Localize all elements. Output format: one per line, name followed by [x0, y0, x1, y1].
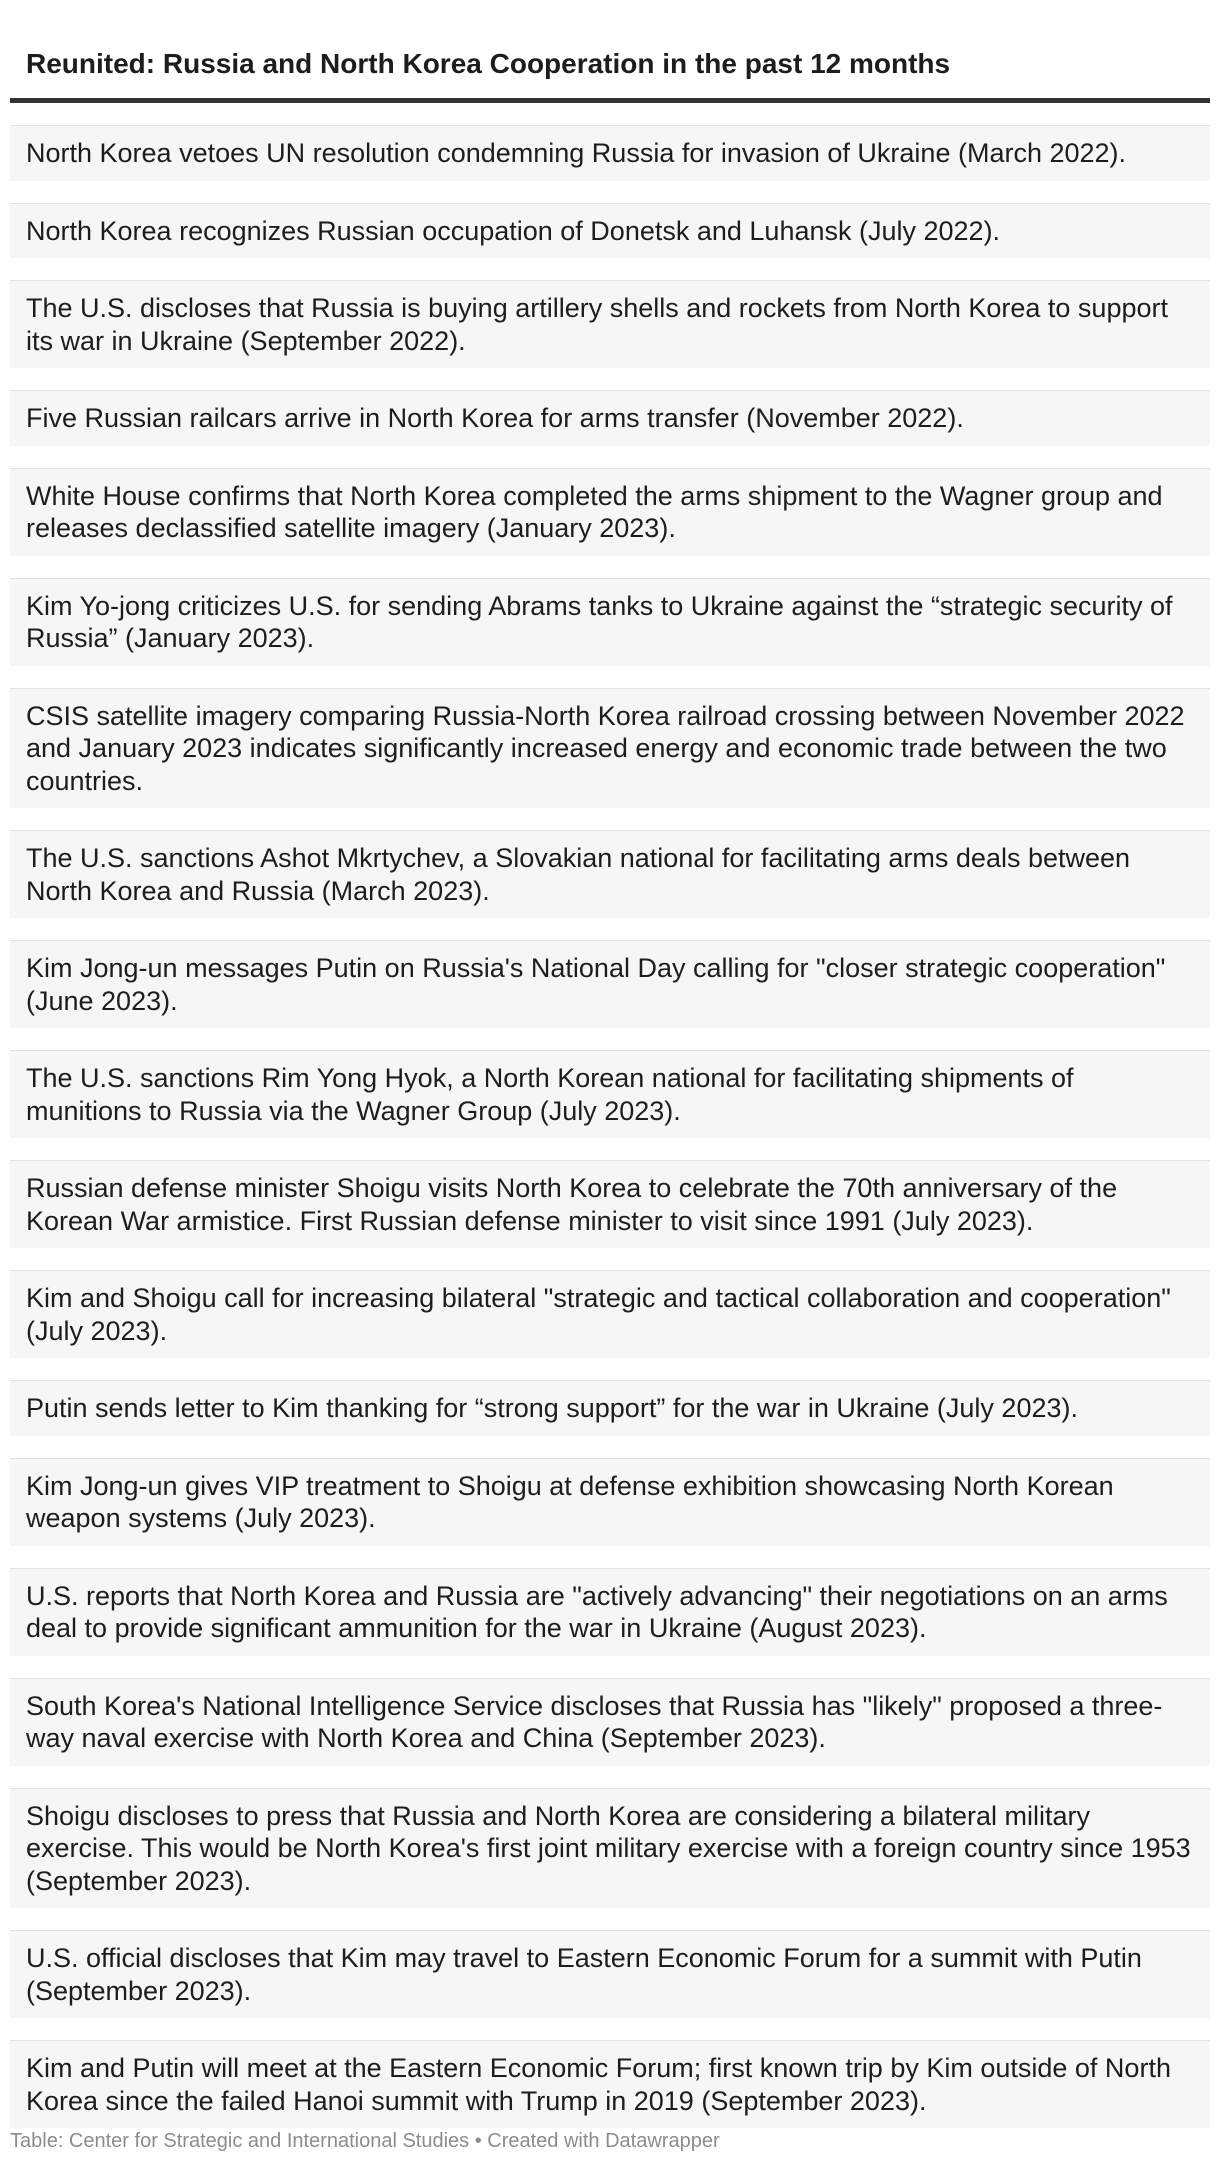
- table-row: Shoigu discloses to press that Russia and North Korea are considering a bilateral military exercise. This would be North Korea's first joint military exercise with a foreign country since 1953 (September 2023).: [10, 1788, 1210, 1909]
- table-row: North Korea recognizes Russian occupation of Donetsk and Luhansk (July 2022).: [10, 203, 1210, 259]
- table-title: Reunited: Russia and North Korea Cooperation in the past 12 months: [26, 48, 951, 79]
- table-row: U.S. official discloses that Kim may travel to Eastern Economic Forum for a summit with Putin (September 2023).: [10, 1930, 1210, 2018]
- table-row: Kim and Shoigu call for increasing bilateral "strategic and tactical collaboration and cooperation" (July 2023).: [10, 1270, 1210, 1358]
- table-row: The U.S. discloses that Russia is buying artillery shells and rockets from North Korea to support its war in Ukraine (September 2022).: [10, 280, 1210, 368]
- table-row: South Korea's National Intelligence Service discloses that Russia has "likely" proposed a three-way naval exercise with North Korea and China (September 2023).: [10, 1678, 1210, 1766]
- table-row: Kim Yo-jong criticizes U.S. for sending Abrams tanks to Ukraine against the “strategic security of Russia” (January 2023).: [10, 578, 1210, 666]
- table-row: White House confirms that North Korea completed the arms shipment to the Wagner group and releases declassified satellite imagery (January 2023).: [10, 468, 1210, 556]
- table-row: Kim Jong-un gives VIP treatment to Shoigu at defense exhibition showcasing North Korean weapon systems (July 2023).: [10, 1458, 1210, 1546]
- header-rule: [10, 98, 1210, 103]
- table-row: U.S. reports that North Korea and Russia are "actively advancing" their negotiations on an arms deal to provide significant ammunition for the war in Ukraine (August 2023).: [10, 1568, 1210, 1656]
- table-row: CSIS satellite imagery comparing Russia-North Korea railroad crossing between November 2022 and January 2023 indicates significantly increased energy and economic trade between the two countries.: [10, 688, 1210, 809]
- table-row: Kim and Putin will meet at the Eastern Economic Forum; first known trip by Kim outside of North Korea since the failed Hanoi summit with Trump in 2019 (September 2023).: [10, 2040, 1210, 2128]
- table-row: The U.S. sanctions Rim Yong Hyok, a North Korean national for facilitating shipments of munitions to Russia via the Wagner Group (July 2023).: [10, 1050, 1210, 1138]
- table-row: The U.S. sanctions Ashot Mkrtychev, a Slovakian national for facilitating arms deals between North Korea and Russia (March 2023).: [10, 830, 1210, 918]
- table-row: Putin sends letter to Kim thanking for “strong support” for the war in Ukraine (July 2023).: [10, 1380, 1210, 1436]
- table-row: Five Russian railcars arrive in North Korea for arms transfer (November 2022).: [10, 390, 1210, 446]
- table-row: Kim Jong-un messages Putin on Russia's National Day calling for "closer strategic cooperation" (June 2023).: [10, 940, 1210, 1028]
- table-row: North Korea vetoes UN resolution condemning Russia for invasion of Ukraine (March 2022).: [10, 125, 1210, 181]
- source-footer: Table: Center for Strategic and International Studies • Created with Datawrapper: [10, 2130, 720, 2152]
- table-row: Russian defense minister Shoigu visits North Korea to celebrate the 70th anniversary of the Korean War armistice. First Russian defense minister to visit since 1991 (July 2023).: [10, 1160, 1210, 1248]
- table-body: [10, 125, 1210, 2128]
